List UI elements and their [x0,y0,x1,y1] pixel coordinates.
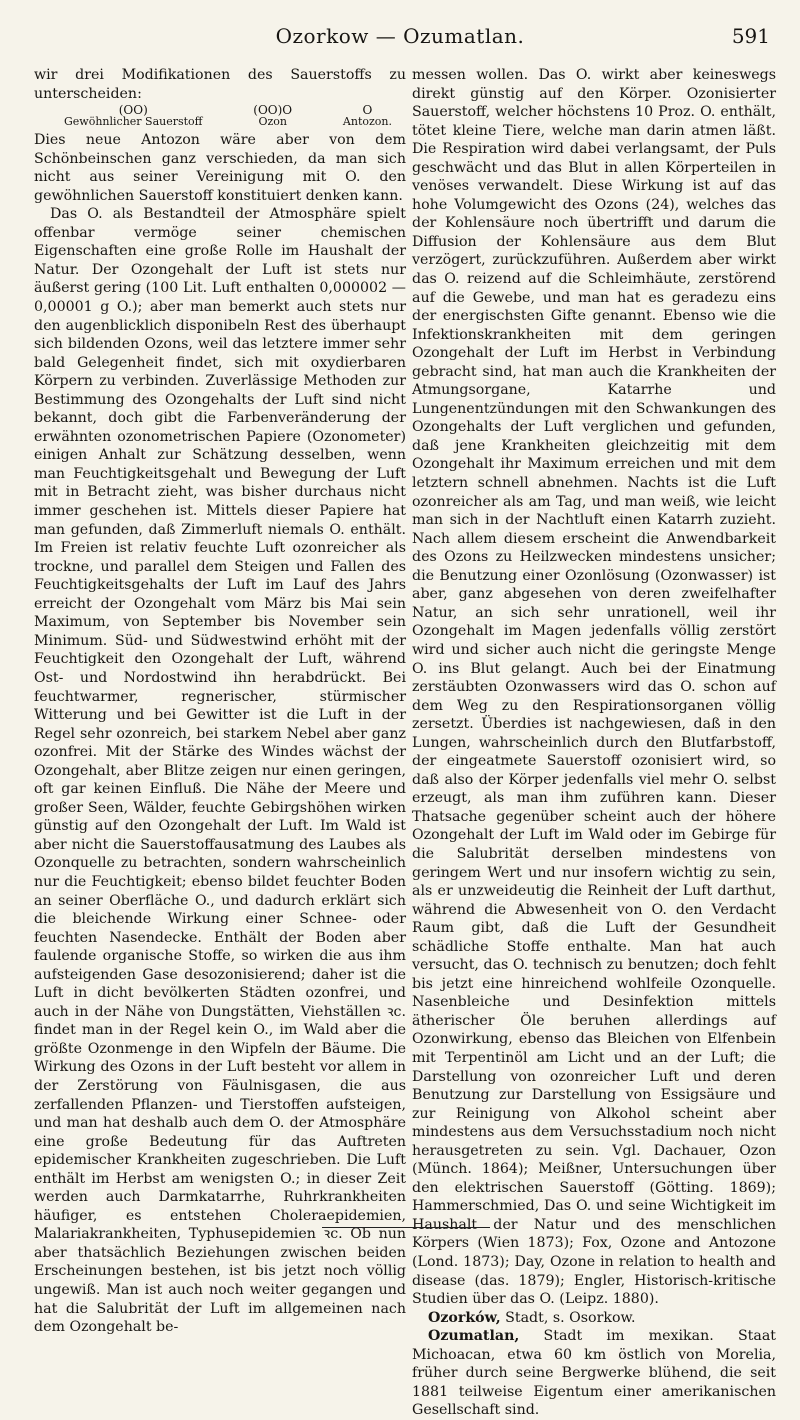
paragraph-modifications: wir drei Modifikationen des Sauerstoffs zu unterscheiden: [34,67,406,102]
formula-caption: Gewöhnlicher Sauerstoff [64,115,203,129]
formula-symbol: O [362,103,373,118]
entry-term: Ozorków, [428,1309,501,1326]
oxygen-modifications-formula [64,104,392,128]
formula-ozone [253,104,292,128]
paragraph-effects: messen wollen. Das O. wirkt aber keineswegs direkt günstig auf den Körper. Ozonisierter Sauerstoff, welcher höchstens 10 Proz. O. enthält, tötet kleine Tiere, welche man darin atmen läßt. Die Respiration wird dabei verlangsamt, der Puls geschwächt und das Blut in allen Körperteilen in venöses verwandelt. Diese Wirkung ist auf das hohe Volumgewicht des Ozons (24), welches das der Kohlensäure noch übertrifft und darum die Diffusion der Kohlensäure aus dem Blut verzögert, zurückzuführen. Außerdem aber wirkt das O. reizend auf die Schleimhäute, zerstörend auf die Gewebe, und man hat es geradezu eins der energischsten Gifte genannt. Ebenso wie die Infektionskrankheiten mit dem geringen Ozongehalt der Luft im Herbst in Verbindung gebracht sind, hat man auch die Krankheiten der Atmungsorgane, Katarrhe und Lungenentzündungen mit den Schwankungen des Ozongehalts der Luft verglichen und gefunden, daß jene Krankheiten gleichzeitig mit dem Ozongehalt ihr Maximum erreichen und mit dem letztern schnell abnehmen. Nachts ist die Luft ozonreicher als am Tag, und man weiß, wie leicht man sich in der Nachtluft einen Katarrh zuzieht. Nach allem diesem erscheint die Anwendbarkeit des Ozons zu Heilzwecken mindestens unsicher; die Benutzung einer Ozonlösung (Ozonwasser) ist aber, ganz abgesehen von deren zweifelhafter Natur, an sich sehr unrationell, weil ihr Ozongehalt im Magen jedenfalls völlig zerstört wird und sicher auch nicht die geringste Menge O. ins Blut gelangt. Auch bei der Einatmung zerstäubten Ozonwassers wird das O. schon auf dem Weg zu den Respirationsorganen völlig zersetzt. Überdies ist nachgewiesen, daß in den Lungen, wahrscheinlich durch den Blutfarbstoff, der eingeatmete Sauerstoff ozonisiert wird, so daß also der Körper jedenfalls viel mehr O. selbst erzeugt, als man ihm zuführen kann. Dieser Thatsache gegenüber scheint auch der höhere Ozongehalt der Luft im Wald oder im Gebirge für die Salubrität derselben mindestens von geringem Wert und nur insofern wichtig zu sein, als er unzweideutig die Reinheit der Luft darthut, während die Abwesenheit von O. den Verdacht Raum gibt, daß die Luft der Gesundheit schädliche Stoffe enthalte. Man hat auch versucht, das O. technisch zu benutzen; doch fehlt bis jetzt eine hinreichend wohlfeile Ozonquelle. Nasenbleiche und Desinfektion mittels ätherischer Öle beruhen allerdings auf Ozonwirkung, ebenso das Bleichen von Elfenbein mit Terpentinöl am Licht und an der Luft; die Darstellung von ozonreicher Luft und deren Benutzung zur Darstellung von Essigsäure und zur Reinigung von Alkohol scheint aber mindestens aus dem Versuchsstadium noch nicht herausgetreten zu sein. Vgl. Dachauer, Ozon (Münch. 1864); Meißner, Untersuchungen über den elektrischen Sauerstoff (Götting. 1869); Hammerschmied, Das O. und seine Wichtigkeit im Haushalt der Natur und des menschlichen Körpers (Wien 1873); Fox, Ozone and Antozone (Lond. 1873); Day, Ozone in relation to health and disease (das. 1879); Engler, Historisch-kritische Studien über das O. (Leipz. 1880). [412,67,776,1308]
paragraph-atmosphere: Das O. als Bestandteil der Atmosphäre spielt offenbar vermöge seiner chemischen Eigenschaften eine große Rolle im Haushalt der Natur. Der Ozongehalt der Luft ist stets nur äußerst gering (100 Lit. Luft enthalten 0,000002 — 0,00001 g O.); aber man bemerkt auch stets nur den augenblicklich disponibeln Rest des überhaupt sich bildenden Ozons, weil das letztere immer sehr bald Gelegenheit findet, sich mit oxydierbaren Körpern zu verbinden. Zuverlässige Methoden zur Bestimmung des Ozongehalts der Luft sind nicht bekannt, doch gibt die Farbenveränderung der erwähnten ozonometrischen Papiere (Ozonometer) einigen Anhalt zur Schätzung desselben, wenn man Feuchtigkeitsgehalt und Bewegung der Luft mit in Betracht zieht, was bisher durchaus nicht immer geschehen ist. Mittels dieser Papiere hat man gefunden, daß Zimmerluft niemals O. enthält. Im Freien ist relativ feuchte Luft ozonreicher als trockne, und parallel dem Steigen und Fallen des Feuchtigkeitsgehalts der Luft im Lauf des Jahrs erreicht der Ozongehalt vom März bis Mai sein Maximum, von September bis November sein Minimum. Süd- und Südwestwind erhöht mit der Feuchtigkeit den Ozongehalt der Luft, während Ost- und Nordostwind ihn herabdrückt. Bei feuchtwarmer, regnerischer, stürmischer Witterung und bei Gewitter ist die Luft in der Regel sehr ozonreich, bei starkem Nebel aber ganz ozonfrei. Mit der Stärke des Windes wächst der Ozongehalt, aber Blitze zeigen nur einen geringen, oft gar keinen Einfluß. Die Nähe der Meere und großer Seen, Wälder, feuchte Gebirgshöhen wirken günstig auf den Ozongehalt der Luft. Im Wald ist aber nicht die Sauerstoffausatmung des Laubes als Ozonquelle zu betrachten, sondern wahrscheinlich nur die Feuchtigkeit; ebenso bildet feuchter Boden an seiner Oberfläche O., und dadurch erklärt sich die bleichende Wirkung einer Schnee- oder feuchten Nasendecke. Enthält der Boden aber faulende organische Stoffe, so wirken die aus ihm aufsteigenden Gase desozonisierend; daher ist die Luft in dicht bevölkerten Städten ozonfrei, und auch in der Nähe von Dungstätten, Viehställen ꝛc. findet man in der Regel kein O., im Wald aber die größte Ozonmenge in den Wipfeln der Bäume. Die Wirkung des Ozons in der Luft besteht vor allem in der Zerstörung von Fäulnisgasen, die aus zerfallenden Pflanzen- und Tierstoffen aufsteigen, und man hat deshalb auch dem O. der Atmosphäre eine große Bedeutung für das Auftreten epidemischer Krankheiten zugeschrieben. Die Luft enthält im Herbst am wenigsten O.; in dieser Zeit werden auch Darmkatarrhe, Ruhrkrankheiten häufiger, es entstehen Choleraepidemien, Malariakrankheiten, Typhusepidemien ꝛc. Ob nun aber thatsächlich Beziehungen zwischen beiden Erscheinungen bestehen, ist bis jetzt noch völlig ungewiß. Man ist auch noch weiter gegangen und hat die Salubrität der Luft im allgemeinen nach dem Ozongehalt be- [34,206,406,1336]
formula-caption: Antozon. [342,115,392,129]
entry-ozorkow [412,1309,776,1328]
formula-symbol: (OO) [118,103,148,118]
formula-symbol: (OO)O [253,103,293,118]
right-column [412,66,776,1420]
entry-text: Stadt im mexikan. Staat Michoacan, etwa 60 km östlich von Morelia, früher durch seine Bergwerke blühend, die seit 1881 teilweise Eigentum einer amerikanischen Gesellschaft sind. [412,1328,776,1419]
end-rule [322,1227,490,1228]
page-number: 591 [731,24,770,48]
page-header-title: Ozorkow — Ozumatlan. [275,24,525,48]
formula-oxygen [64,104,203,128]
entry-ozumatlan [412,1327,776,1420]
entry-text: Stadt, s. Osorkow. [500,1309,636,1326]
left-column [34,66,406,1337]
entry-term: Ozumatlan, [428,1328,520,1345]
formula-antozone [343,104,392,128]
paragraph-antozone: Dies neue Antozon wäre aber von dem Schönbeinschen ganz verschieden, da man sich nicht aus seiner Vereinigung mit O. den gewöhnlichen Sauerstoff konstituiert denken kann. [34,132,406,204]
formula-caption: Ozon [258,115,287,129]
running-header [0,24,800,54]
